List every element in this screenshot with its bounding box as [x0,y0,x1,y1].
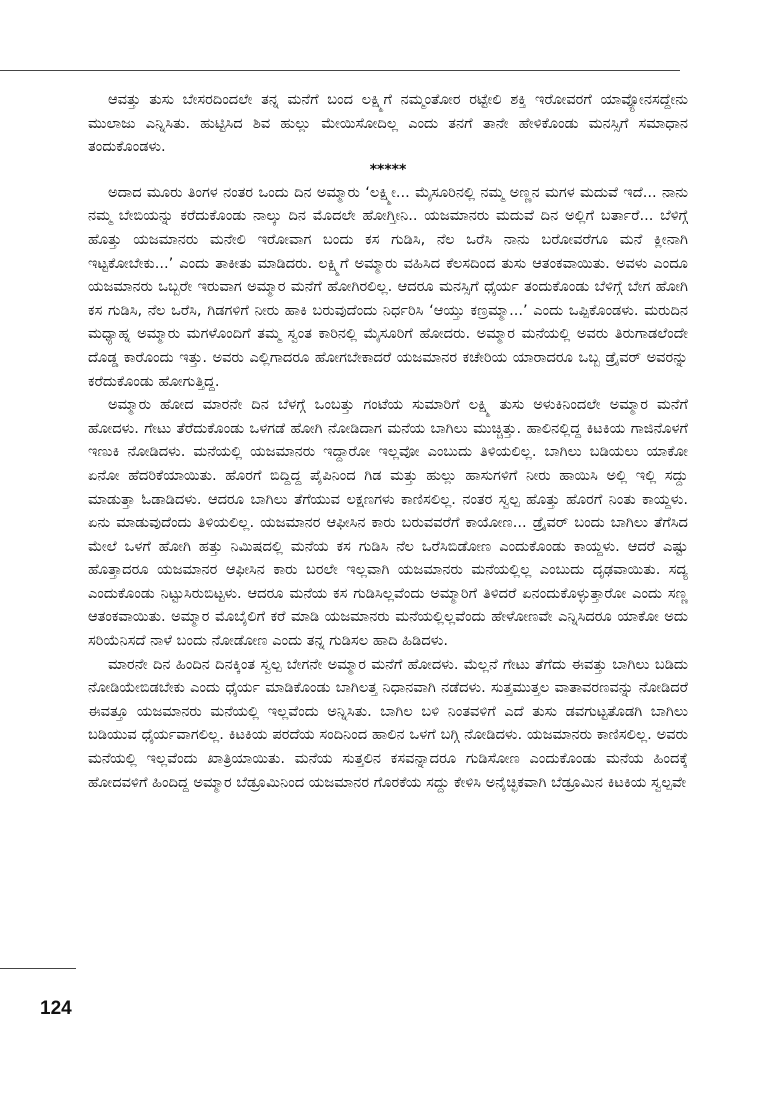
page-body [88,88,688,794]
bottom-rule [0,968,76,969]
top-rule [0,70,680,71]
paragraph: ಆವತ್ತು ತುಸು ಬೇಸರದಿಂದಲೇ ತನ್ನ ಮನೆಗೆ ಬಂದ ಲಕ್ಷ್ಮಿಗೆ ನಮ್ಮಂತೋರ ರಟ್ಟೇಲಿ ಶಕ್ತಿ ಇರೋವರಗೆ ಯಾವ್ಯೋನಸದ್ದೇನು ಮುಲಾಜು ಎನ್ನಿಸಿತು. ಹುಟ್ಟಿಸಿದ ಶಿವ ಹುಲ್ಲು ಮೇಯಿಸೋದಿಲ್ಲ ಎಂದು ತನಗೆ ತಾನೇ ಹೇಳಿಕೊಂಡು ಮನಸ್ಸಿಗೆ ಸಮಾಧಾನ ತಂದುಕೊಂಡಳು. [88,91,688,156]
paragraph: ಅದಾದ ಮೂರು ತಿಂಗಳ ನಂತರ ಒಂದು ದಿನ ಅಮ್ಮಾರು ‘ಲಕ್ಷ್ಮೀ... ಮೈಸೂರಿನಲ್ಲಿ ನಮ್ಮ ಅಣ್ಣನ ಮಗಳ ಮದುವೆ ಇದೆ... ನಾನು ನಮ್ಮ ಬೇಬಿಯನ್ನು ಕರೆದುಕೊಂಡು ನಾಲ್ಕು ದಿನ ಮೊದಲೇ ಹೋಗ್ತೀನಿ.. ಯಜಮಾನರು ಮದುವೆ ದಿನ ಅಲ್ಲಿಗೆ ಬರ್ತಾರೆ... ಬೆಳಿಗ್ಗೆ ಹೊತ್ತು ಯಜಮಾನರು ಮನೇಲಿ ಇರೋವಾಗ ಬಂದು ಕಸ ಗುಡಿಸಿ, ನೆಲ ಒರೆಸಿ ನಾನು ಬರೋವರೆಗೂ ಮನೆ ಕ್ಲೀನಾಗಿ ಇಟ್ಟಕೋಬೇಕು...’ ಎಂದು ತಾಕೀತು ಮಾಡಿದರು. ಲಕ್ಷ್ಮಿಗೆ ಅಮ್ಮಾರು ವಹಿಸಿದ ಕೆಲಸದಿಂದ ತುಸು ಆತಂಕವಾಯಿತು. ಅವಳು ಎಂದೂ ಯಜಮಾನರು ಒಬ್ಬರೇ ಇರುವಾಗ ಅಮ್ಮಾರ ಮನೆಗೆ ಹೋಗಿರಲಿಲ್ಲ. ಆದರೂ ಮನಸ್ಸಿಗೆ ಧೈರ್ಯ ತಂದುಕೊಂಡು ಬೆಳಿಗ್ಗೆ ಬೇಗ ಹೋಗಿ ಕಸ ಗುಡಿಸಿ, ನೆಲ ಒರೆಸಿ, ಗಿಡಗಳಿಗೆ ನೀರು ಹಾಕಿ ಬರುವುದೆಂದು ನಿರ್ಧರಿಸಿ ‘ಆಯ್ತು ಕಣ್ರಮ್ಮಾ...’ ಎಂದು ಒಪ್ಪಿಕೊಂಡಳು. ಮರುದಿನ ಮಧ್ಯಾಹ್ನ ಅಮ್ಮಾರು ಮಗಳೊಂದಿಗೆ ತಮ್ಮ ಸ್ವಂತ ಕಾರಿನಲ್ಲಿ ಮೈಸೂರಿಗೆ ಹೋದರು. ಅಮ್ಮಾರ ಮನೆಯಲ್ಲಿ ಅವರು ತಿರುಗಾಡಲೆಂದೇ ದೊಡ್ಡ ಕಾರೊಂದು ಇತ್ತು. ಅವರು ಎಲ್ಲಿಗಾದರೂ ಹೋಗಬೇಕಾದರೆ ಯಜಮಾನರ ಕಚೇರಿಯ ಯಾರಾದರೂ ಒಬ್ಬ ಡ್ರೈವರ್ ಅವರನ್ನು ಕರೆದುಕೊಂಡು ಹೋಗುತ್ತಿದ್ದ. [88,183,688,390]
page-number: 124 [40,998,72,1019]
section-separator: ***** [369,161,407,178]
paragraph: ಮಾರನೇ ದಿನ ಹಿಂದಿನ ದಿನಕ್ಕಿಂತ ಸ್ವಲ್ಪ ಬೇಗನೇ ಅಮ್ಮಾರ ಮನೆಗೆ ಹೋದಳು. ಮೆಲ್ಲನೆ ಗೇಟು ತೆಗೆದು ಈವತ್ತು ಬಾಗಿಲು ಬಡಿದು ನೋಡಿಯೇಬಿಡಬೇಕು ಎಂದು ಧೈರ್ಯ ಮಾಡಿಕೊಂಡು ಬಾಗಿಲತ್ತ ನಿಧಾನವಾಗಿ ನಡೆದಳು. ಸುತ್ತಮುತ್ತಲ ವಾತಾವರಣವನ್ನು ನೋಡಿದರೆ ಈವತ್ತೂ ಯಜಮಾನರು ಮನೆಯಲ್ಲಿ ಇಲ್ಲವೆಂದು ಅನ್ನಿಸಿತು. ಬಾಗಿಲ ಬಳಿ ನಿಂತವಳಿಗೆ ಎದೆ ತುಸು ಡವಗುಟ್ಟತೊಡಗಿ ಬಾಗಿಲು ಬಡಿಯುವ ಧೈರ್ಯವಾಗಲಿಲ್ಲ. ಕಿಟಕಿಯ ಪರದೆಯ ಸಂದಿನಿಂದ ಹಾಲಿನ ಒಳಗೆ ಬಗ್ಗಿ ನೋಡಿದಳು. ಯಜಮಾನರು ಕಾಣಿಸಲಿಲ್ಲ. ಅವರು ಮನೆಯಲ್ಲಿ ಇಲ್ಲವೆಂದು ಖಾತ್ರಿಯಾಯಿತು. ಮನೆಯ ಸುತ್ತಲಿನ ಕಸವನ್ನಾದರೂ ಗುಡಿಸೋಣ ಎಂದುಕೊಂಡು ಮನೆಯ ಹಿಂದಕ್ಕೆ ಹೋದವಳಿಗೆ ಹಿಂದಿದ್ದ ಅಮ್ಮಾರ ಬೆಡ್ರೂಮಿನಿಂದ ಯಜಮಾನರ ಗೊರಕೆಯ ಸದ್ದು ಕೇಳಿಸಿ ಅನೈಚ್ಛಿಕವಾಗಿ ಬೆಡ್ರೂಮಿನ ಕಿಟಕಿಯ ಸ್ವಲ್ಪವೇ [88,655,688,791]
paragraph: ಅಮ್ಮಾರು ಹೋದ ಮಾರನೇ ದಿನ ಬೆಳಗ್ಗೆ ಒಂಬತ್ತು ಗಂಟೆಯ ಸುಮಾರಿಗೆ ಲಕ್ಷ್ಮಿ ತುಸು ಅಳುಕಿನಿಂದಲೇ ಅಮ್ಮಾರ ಮನೆಗೆ ಹೋದಳು. ಗೇಟು ತೆರೆದುಕೊಂಡು ಒಳಗಡೆ ಹೋಗಿ ನೋಡಿದಾಗ ಮನೆಯ ಬಾಗಿಲು ಮುಚ್ಚಿತ್ತು. ಹಾಲಿನಲ್ಲಿದ್ದ ಕಿಟಕಿಯ ಗಾಜಿನೊಳಗೆ ಇಣುಕಿ ನೋಡಿದಳು. ಮನೆಯಲ್ಲಿ ಯಜಮಾನರು ಇದ್ದಾರೋ ಇಲ್ಲವೋ ಎಂಬುದು ತಿಳಿಯಲಿಲ್ಲ. ಬಾಗಿಲು ಬಡಿಯಲು ಯಾಕೋ ಏನೋ ಹೆದರಿಕೆಯಾಯಿತು. ಹೊರಗೆ ಬಿದ್ದಿದ್ದ ಪೈಪಿನಿಂದ ಗಿಡ ಮತ್ತು ಹುಲ್ಲು ಹಾಸುಗಳಿಗೆ ನೀರು ಹಾಯಿಸಿ ಅಲ್ಲಿ ಇಲ್ಲಿ ಸದ್ದು ಮಾಡುತ್ತಾ ಓಡಾಡಿದಳು. ಆದರೂ ಬಾಗಿಲು ತೆಗೆಯುವ ಲಕ್ಷಣಗಳು ಕಾಣಿಸಲಿಲ್ಲ. ನಂತರ ಸ್ವಲ್ಪ ಹೊತ್ತು ಹೊರಗೆ ನಿಂತು ಕಾಯ್ದಳು. ಏನು ಮಾಡುವುದೆಂದು ತಿಳಿಯಲಿಲ್ಲ. ಯಜಮಾನರ ಆಫೀಸಿನ ಕಾರು ಬರುವವರೆಗೆ ಕಾಯೋಣ... ಡ್ರೈವರ್ ಬಂದು ಬಾಗಿಲು ತೆಗೆಸಿದ ಮೇಲೆ ಒಳಗೆ ಹೋಗಿ ಹತ್ತು ನಿಮಿಷದಲ್ಲಿ ಮನೆಯ ಕಸ ಗುಡಿಸಿ ನೆಲ ಒರೆಸಿಬಿಡೋಣ ಎಂದುಕೊಂಡು ಕಾಯ್ದಳು. ಆದರೆ ಎಷ್ಟು ಹೊತ್ತಾದರೂ ಯಜಮಾನರ ಆಫೀಸಿನ ಕಾರು ಬರಲೇ ಇಲ್ಲವಾಗಿ ಯಜಮಾನರು ಮನೆಯಲ್ಲಿಲ್ಲ ಎಂಬುದು ದೃಢವಾಯಿತು. ಸದ್ಯ ಎಂದುಕೊಂಡು ನಿಟ್ಟುಸಿರುಬಿಟ್ಟಳು. ಆದರೂ ಮನೆಯ ಕಸ ಗುಡಿಸಿಲ್ಲವೆಂದು ಅಮ್ಮಾರಿಗೆ ತಿಳಿದರೆ ಏನಂದುಕೊಳ್ಳುತ್ತಾರೋ ಎಂದು ಸಣ್ಣ ಆತಂಕವಾಯಿತು. ಅಮ್ಮಾರ ಮೊಬೈಲಿಗೆ ಕರೆ ಮಾಡಿ ಯಜಮಾನರು ಮನೆಯಲ್ಲಿಲ್ಲವೆಂದು ಹೇಳೋಣವೇ ಎನ್ನಿಸಿದರೂ ಯಾಕೋ ಅದು ಸರಿಯೆನಿಸದೆ ನಾಳೆ ಬಂದು ನೋಡೋಣ ಎಂದು ತನ್ನ ಗುಡಿಸಲ ಹಾದಿ ಹಿಡಿದಳು. [88,396,688,650]
